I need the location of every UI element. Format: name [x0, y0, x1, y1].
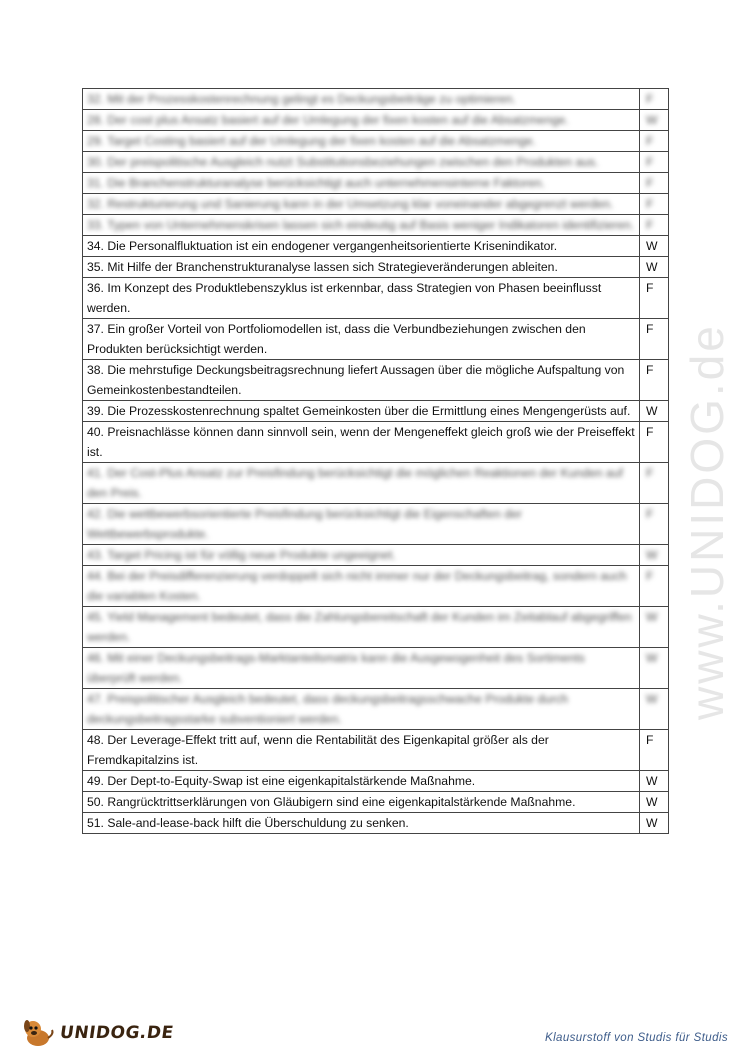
question-row — [83, 152, 669, 173]
question-text: 50. Rangrücktrittserklärungen von Gläubigern sind eine eigenkapitalstärkende Maßnahme. — [83, 792, 640, 813]
answer-cell: W — [640, 792, 669, 813]
question-row — [83, 648, 669, 689]
question-row — [83, 236, 669, 257]
question-text: 44. Bei der Preisdifferenzierung verdoppelt sich nicht immer nur der Deckungsbeitrag, sondern auch die variablen Kosten. — [83, 566, 640, 607]
question-row — [83, 545, 669, 566]
question-row — [83, 89, 669, 110]
question-row — [83, 463, 669, 504]
question-text: 35. Mit Hilfe der Branchenstrukturanalyse lassen sich Strategieveränderungen ableiten. — [83, 257, 640, 278]
answer-cell: F — [640, 173, 669, 194]
answer-cell: W — [640, 648, 669, 689]
answer-cell: F — [640, 422, 669, 463]
watermark-wrap — [680, 323, 740, 730]
answer-cell: F — [640, 131, 669, 152]
answer-cell: W — [640, 236, 669, 257]
question-text: 34. Die Personalfluktuation ist ein endogener vergangenheitsorientierte Krisenindikator. — [83, 236, 640, 257]
question-row — [83, 504, 669, 545]
question-text: 37. Ein großer Vorteil von Portfoliomodellen ist, dass die Verbundbeziehungen zwischen den Produkten berücksichtigt werden. — [83, 319, 640, 360]
question-row — [83, 730, 669, 771]
question-text: 51. Sale-and-lease-back hilft die Überschuldung zu senken. — [83, 813, 640, 834]
answer-cell: W — [640, 545, 669, 566]
question-row — [83, 131, 669, 152]
answer-cell: F — [640, 89, 669, 110]
answer-cell: F — [640, 504, 669, 545]
question-text: 32. Mit der Prozesskostenrechnung gelingt es Deckungsbeiträge zu optimieren. — [83, 89, 640, 110]
question-text: 33. Typen von Unternehmenskrisen lassen sich eindeutig auf Basis weniger Indikatoren identifizieren. — [83, 215, 640, 236]
question-row — [83, 257, 669, 278]
answer-cell: F — [640, 566, 669, 607]
question-text: 47. Preispolitischer Ausgleich bedeutet, dass deckungsbeitragsschwache Produkte durch deckungsbeitragsstarke subventioniert werden. — [83, 689, 640, 730]
question-row — [83, 813, 669, 834]
footer-slogan: Klausurstoff von Studis für Studis — [545, 1032, 728, 1044]
question-row — [83, 422, 669, 463]
answer-cell: W — [640, 813, 669, 834]
answer-cell: W — [640, 401, 669, 422]
question-row — [83, 689, 669, 730]
question-row — [83, 771, 669, 792]
question-text: 38. Die mehrstufige Deckungsbeitragsrechnung liefert Aussagen über die mögliche Aufspaltung von Gemeinkostenbestandteilen. — [83, 360, 640, 401]
answer-cell: F — [640, 730, 669, 771]
question-text: 49. Der Dept-to-Equity-Swap ist eine eigenkapitalstärkende Maßnahme. — [83, 771, 640, 792]
question-row — [83, 194, 669, 215]
answer-cell: W — [640, 257, 669, 278]
question-text: 32. Restrukturierung und Sanierung kann in der Umsetzung klar voneinander abgegrenzt werden. — [83, 194, 640, 215]
question-row — [83, 173, 669, 194]
question-table — [82, 88, 669, 834]
question-text: 31. Die Branchenstrukturanalyse berücksichtigt auch unternehmensinterne Faktoren. — [83, 173, 640, 194]
question-text: 40. Preisnachlässe können dann sinnvoll sein, wenn der Mengeneffekt gleich groß wie der Preiseffekt ist. — [83, 422, 640, 463]
question-row — [83, 401, 669, 422]
question-text: 45. Yield Management bedeutet, dass die Zahlungsbereitschaft der Kunden im Zeitablauf abgegriffen werden. — [83, 607, 640, 648]
question-row — [83, 319, 669, 360]
question-row — [83, 278, 669, 319]
question-text: 30. Der preispolitische Ausgleich nutzt Substitutionsbeziehungen zwischen den Produkten aus. — [83, 152, 640, 173]
answer-cell: F — [640, 152, 669, 173]
answer-cell: W — [640, 607, 669, 648]
answer-cell: W — [640, 771, 669, 792]
question-text: 36. Im Konzept des Produktlebenszyklus ist erkennbar, dass Strategien von Phasen beeinflusst werden. — [83, 278, 640, 319]
question-text: 41. Der Cost-Plus Ansatz zur Preisfindung berücksichtigt die möglichen Reaktionen der Kunden auf den Preis. — [83, 463, 640, 504]
question-row — [83, 110, 669, 131]
question-text: 39. Die Prozesskostenrechnung spaltet Gemeinkosten über die Ermittlung eines Mengengerüsts auf. — [83, 401, 640, 422]
answer-cell: F — [640, 215, 669, 236]
question-row — [83, 360, 669, 401]
question-text: 46. Mit einer Deckungsbeitrags-Marktanteilsmatrix kann die Ausgewogenheit des Sortiments überprüft werden. — [83, 648, 640, 689]
answer-cell: F — [640, 194, 669, 215]
question-text: 42. Die wettbewerbsorientierte Preisfindung berücksichtigt die Eigenschaften der Wettbewerbsprodukte. — [83, 504, 640, 545]
answer-cell: W — [640, 110, 669, 131]
dog-mascot-icon — [22, 1018, 56, 1048]
question-row — [83, 566, 669, 607]
brand-name: UNIDOG.DE — [58, 1023, 175, 1043]
answer-cell: F — [640, 463, 669, 504]
question-text: 29. Target Costing basiert auf der Umlegung der fixen kosten auf die Absatzmenge. — [83, 131, 640, 152]
question-row — [83, 792, 669, 813]
answer-cell: F — [640, 360, 669, 401]
question-text: 28. Der cost plus Ansatz basiert auf der Umlegung der fixen kosten auf die Absatzmenge. — [83, 110, 640, 131]
answer-cell: F — [640, 319, 669, 360]
question-row — [83, 215, 669, 236]
question-text: 48. Der Leverage-Effekt tritt auf, wenn die Rentabilität des Eigenkapital größer als der Fremdkapitalzins ist. — [83, 730, 640, 771]
question-table-body — [83, 89, 669, 834]
watermark-text: www.UNIDOG.de — [681, 323, 733, 720]
question-row — [83, 607, 669, 648]
question-text: 43. Target Pricing ist für völlig neue Produkte ungeeignet. — [83, 545, 640, 566]
answer-cell: W — [640, 689, 669, 730]
answer-cell: F — [640, 278, 669, 319]
unidog-logo — [22, 1018, 174, 1048]
